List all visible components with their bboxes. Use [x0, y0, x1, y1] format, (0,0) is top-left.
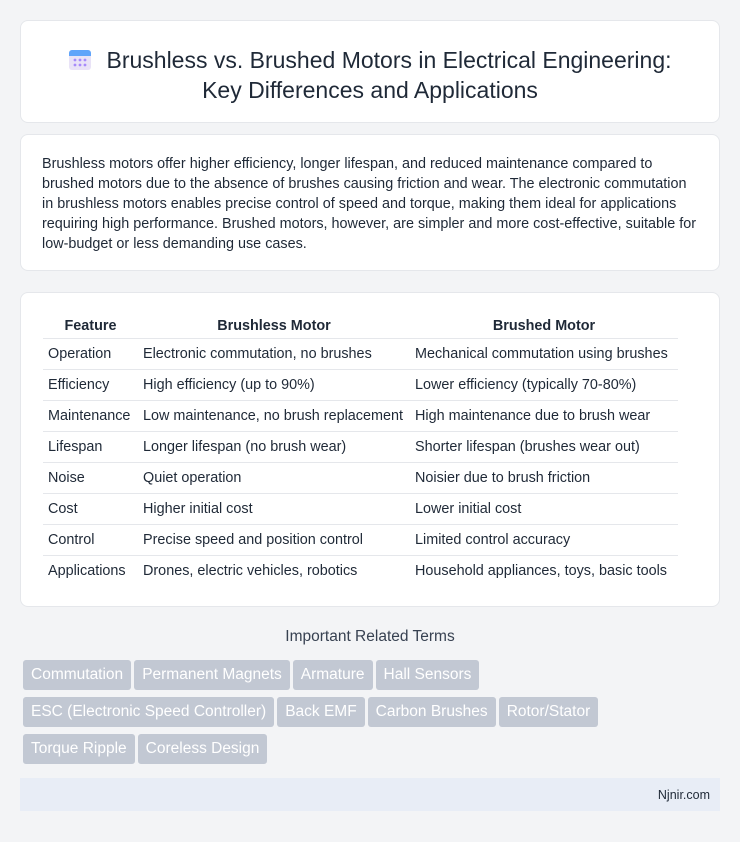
footer-site[interactable]: Njnir.com — [657, 788, 710, 802]
feature-cell: Lifespan — [43, 431, 138, 462]
brushless-cell: High efficiency (up to 90%) — [138, 369, 410, 400]
comparison-table — [43, 314, 678, 586]
term-tag[interactable]: Carbon Brushes — [368, 697, 496, 727]
term-tag[interactable]: ESC (Electronic Speed Controller) — [23, 697, 274, 727]
table-row — [43, 400, 678, 431]
feature-cell: Applications — [48, 562, 126, 579]
brushless-cell: Electronic commutation, no brushes — [138, 338, 410, 369]
table-row — [43, 369, 678, 400]
brushed-cell: Limited control accuracy — [410, 524, 678, 555]
feature-cell: Operation — [43, 338, 138, 369]
term-tag[interactable]: Permanent Magnets — [134, 660, 290, 690]
feature-cell: Maintenance — [43, 400, 138, 431]
table-row — [43, 493, 678, 524]
tag-row — [23, 734, 623, 771]
page-title — [21, 45, 719, 105]
brushless-cell: Drones, electric vehicles, robotics — [143, 562, 358, 579]
brushed-cell: Household appliances, toys, basic tools — [415, 562, 667, 579]
calendar-icon — [68, 47, 92, 71]
footer — [20, 778, 720, 811]
brushed-cell: Lower efficiency (typically 70-80%) — [410, 369, 678, 400]
title-card — [20, 20, 720, 123]
title-line-1: Brushless vs. Brushed Motors in Electrical Engineering: — [106, 47, 672, 73]
table-header-row — [43, 314, 678, 338]
related-terms-heading: Important Related Terms — [285, 628, 455, 645]
brushed-cell: Noisier due to brush friction — [410, 462, 678, 493]
comparison-card — [20, 292, 720, 607]
tag-row — [23, 660, 623, 697]
feature-cell: Noise — [43, 462, 138, 493]
brushed-cell: Lower initial cost — [410, 493, 678, 524]
term-tag[interactable]: Torque Ripple — [23, 734, 135, 764]
feature-cell: Efficiency — [43, 369, 138, 400]
header-brushless: Brushless Motor — [138, 314, 410, 338]
brushed-cell: Mechanical commutation using brushes — [410, 338, 678, 369]
intro-paragraph: Brushless motors offer higher efficiency, longer lifespan, and reduced maintenance compared to brushed motors due to the absence of brushes causing friction and wear. The electronic commutation in brushless motors enables precise control of speed and torque, making them ideal for applications requiring high performance. Brushed motors, however, are simpler and more cost-effective, suitable for low-budget or less demanding use cases. — [42, 156, 697, 252]
brushed-cell: Shorter lifespan (brushes wear out) — [410, 431, 678, 462]
table-row — [43, 462, 678, 493]
brushed-cell: High maintenance due to brush wear — [410, 400, 678, 431]
brushless-cell: Longer lifespan (no brush wear) — [138, 431, 410, 462]
brushless-cell: Low maintenance, no brush replacement — [138, 400, 410, 431]
intro-card — [20, 134, 720, 271]
table-row — [43, 338, 678, 369]
brushless-cell: Quiet operation — [138, 462, 410, 493]
title-line-2: Key Differences and Applications — [202, 77, 538, 103]
header-feature: Feature — [43, 314, 138, 338]
table-row — [43, 431, 678, 462]
brushless-cell: Precise speed and position control — [138, 524, 410, 555]
term-tag[interactable]: Rotor/Stator — [499, 697, 599, 727]
feature-cell: Cost — [43, 493, 138, 524]
tag-row — [23, 697, 623, 734]
table-row — [43, 524, 678, 555]
brushless-cell: Higher initial cost — [138, 493, 410, 524]
feature-cell: Control — [43, 524, 138, 555]
header-brushed: Brushed Motor — [410, 314, 678, 338]
table-row — [43, 555, 678, 586]
term-tag[interactable]: Back EMF — [277, 697, 364, 727]
term-tag[interactable]: Commutation — [23, 660, 131, 690]
related-terms-list — [23, 660, 623, 771]
term-tag[interactable]: Coreless Design — [138, 734, 268, 764]
term-tag[interactable]: Armature — [293, 660, 373, 690]
term-tag[interactable]: Hall Sensors — [376, 660, 480, 690]
